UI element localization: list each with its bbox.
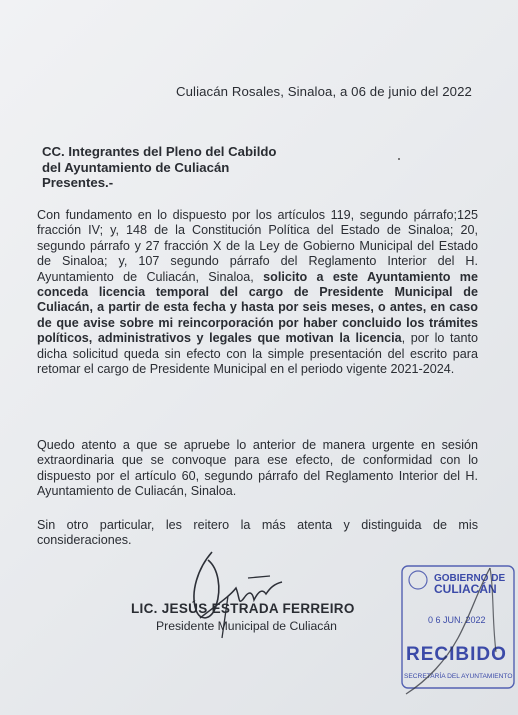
stamp-received: RECIBIDO — [406, 644, 507, 665]
stamp-line2: CULIACÁN — [434, 582, 497, 596]
addressee-line: Presentes.- — [42, 175, 114, 190]
stamp-office: SECRETARÍA DEL AYUNTAMIENTO — [404, 673, 513, 680]
received-stamp — [398, 560, 518, 705]
addressee-line: CC. Integrantes del Pleno del Cabildo — [42, 144, 277, 159]
addressee-line: del Ayuntamiento de Culiacán — [42, 159, 230, 175]
request-paragraph — [37, 208, 478, 377]
stamp-date: 0 6 JUN. 2022 — [428, 615, 486, 625]
signer-name: LIC. JESÚS ESTRADA FERREIRO — [131, 601, 355, 616]
request-conditions-text: , por lo tanto dicha solicitud queda sin efecto con la simple presentación del escrito para retomar el cargo de Presidente Municipal en el periodo vigente 2021-2024. — [37, 331, 478, 377]
stamp-line1: GOBIERNO DE — [434, 573, 506, 584]
signer-title: Presidente Municipal de Culiacán — [156, 619, 337, 633]
closing-paragraph: Sin otro particular, les reitero la más atenta y distinguida de mis consideraciones. — [37, 518, 478, 548]
request-text: solicito a este Ayuntamiento me conceda licencia temporal del cargo de Presidente Municipal de Culiacán, a partir de esta fecha y hasta por seis meses, o antes, en caso de que avise sobre mi reincorporación por haber concluido los trámites políticos, administrativos y legales que motivan la licencia — [37, 269, 478, 346]
addressee-block — [42, 144, 276, 191]
legal-basis-text: Con fundamento en lo dispuesto por los artículos 119, segundo párrafo;125 fracción IV; y, 148 de la Constitución Política del Estado de Sinaloa; 20, segundo párrafo y 27 fracción X de la Ley de Gobierno Municipal del Estado de Sinaloa; y, 107 segundo párrafo del Reglamento Interior del H. Ayuntamiento de Culiacán, Sinaloa, — [37, 208, 478, 284]
urgency-paragraph: Quedo atento a que se apruebe lo anterior de manera urgente en sesión extraordinaria que se convoque para ese efecto, de conformidad con lo dispuesto por el artículo 60, segundo párrafo del Reglamento Interior del H. Ayuntamiento de Culiacán, Sinaloa. — [37, 438, 478, 499]
municipal-seal-icon — [409, 571, 427, 589]
date-line: Culiacán Rosales, Sinaloa, a 06 de junio del 2022 — [176, 84, 472, 99]
ink-dot — [398, 158, 400, 160]
